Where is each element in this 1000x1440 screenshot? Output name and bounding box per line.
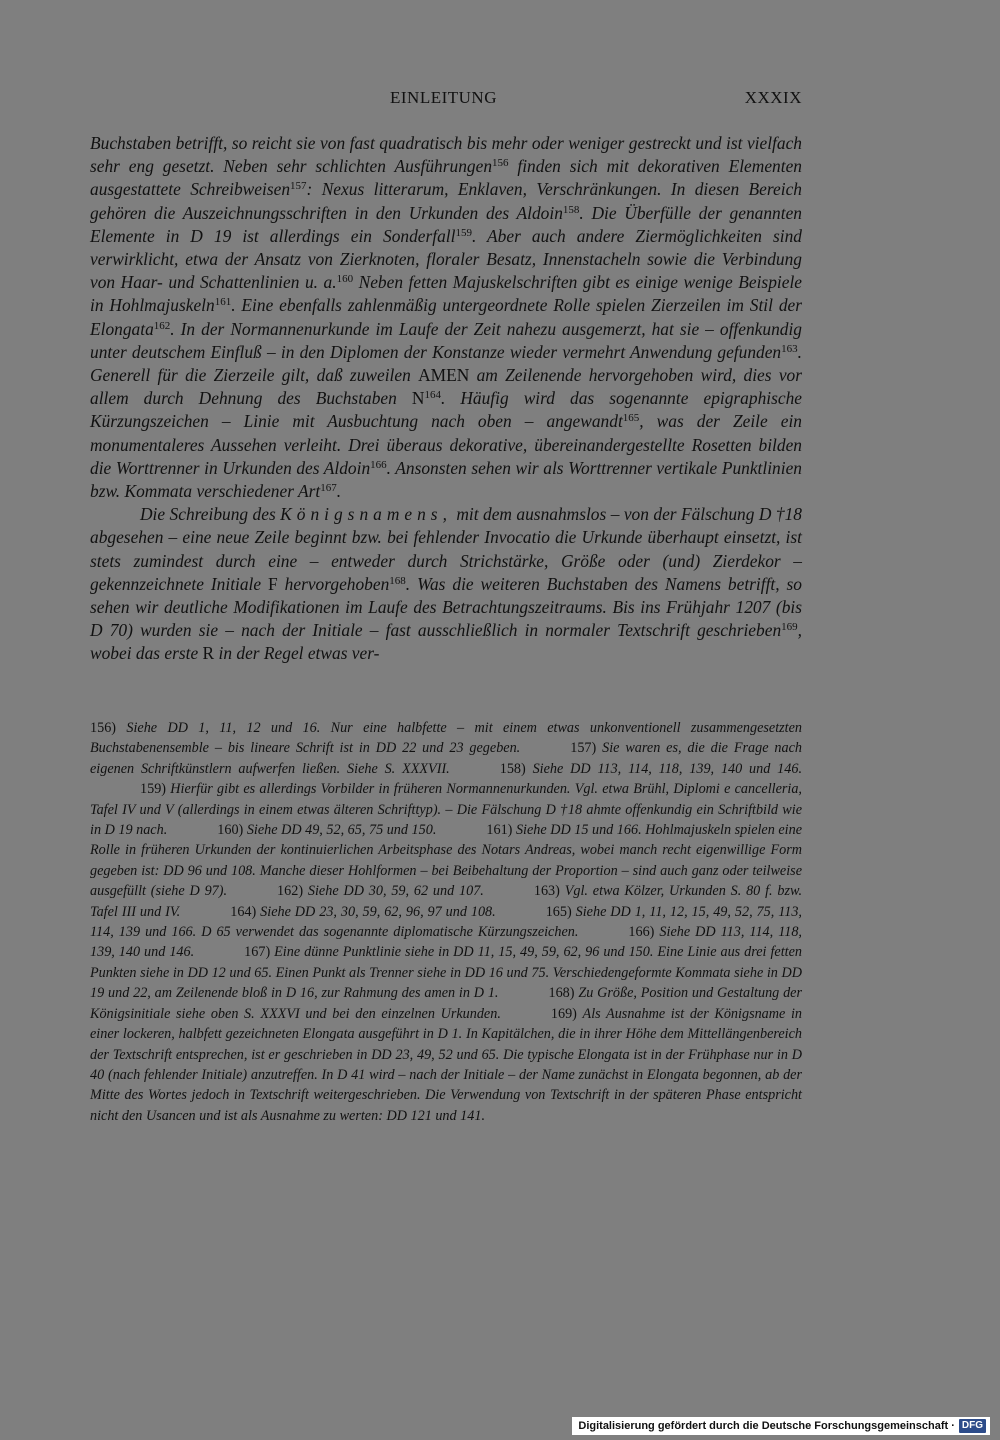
footnote-text: Siehe DD 49, 52, 65, 75 und 150.: [246, 822, 437, 839]
text-run: , was der Zeile ein monumentaleres Aussehen verleiht. Drei überaus dekorative, übereinandergestellte Rosetten bilden die Worttrenner in Urkunden des Aldoin: [90, 411, 802, 478]
footnote-ref: 166: [370, 458, 387, 471]
text-run: : Nexus litterarum, Enklaven, Verschränkungen. In diesen Bereich gehören die Auszeichnungsschriften in den Urkunden des Aldoin: [90, 179, 802, 223]
footnote-number: 156): [90, 720, 127, 736]
running-header: [90, 88, 802, 112]
footnote-text: Als Ausnahme ist der Königsname in einer lockeren, halbfett gezeichneten Elongata ausgeführt in D 1. In Kapitälchen, die in ihrer Höhe dem Mittellängenbereich der Textschrift entsprechen, ist er geschrieben in DD 23, 49, 52 und 65. Die typische Elongata ist in der Frühphase nur in D 40 (nach fehlender Initiale) anzutreffen. In D 41 wird – nach der Initiale – der Name zunächst in Elongata begonnen, ab der Mitte des Wortes jedoch in Textschrift weitergeschrieben. Die Verwendung von Textschrift in der späteren Phase entspricht nicht den Usancen und ist als Ausnahme zu werten: DD 121 und 141.: [90, 1005, 802, 1124]
funding-notice: Digitalisierung gefördert durch die Deutsche Forschungsgemeinschaft ·: [578, 1420, 955, 1432]
footnote-number: 165): [545, 903, 576, 920]
footnote-text: Sie waren es, die die Frage nach eigenen Schriftkünstlern aufwerfen ließen. Siehe S. XXXVII.: [90, 740, 802, 777]
footnote-number: 159): [140, 781, 171, 798]
upright-letter: AMEN: [418, 365, 470, 386]
text-run: mit dem ausnahmslos – von der Fälschung D †18 abgesehen – eine neue Zeile beginnt bzw. bei fehlender Invocatio die Urkunde überhaupt einsetzt, ist stets zumindest durch eine – entweder durch Strichstärke, Größe oder (und) Zierdekor – gekennzeichnete Initiale: [90, 504, 802, 594]
footnote-number: 160): [217, 822, 247, 839]
footnote: [500, 761, 802, 777]
footnote-ref: 162: [153, 319, 171, 332]
text-run: finden sich mit dekorativen Elementen ausgestattete Schreibweisen: [90, 156, 802, 200]
footnote-number: 168): [548, 985, 579, 1002]
text-run: . Häufig wird das sogenannte epigraphische Kürzungszeichen – Linie mit Ausbuchtung nach oben – angewandt: [90, 388, 802, 432]
footnote-ref: 159: [455, 226, 472, 239]
footnote-ref: 156: [492, 157, 509, 170]
footnote: [230, 904, 495, 920]
footnote-text: Siehe DD 15 und 166. Hohlmajuskeln spielen eine Rolle in früheren Urkunden der kontinuierlichen Arbeitsphase des Notars Andreas, wobei manch recht eigenwillige Form gegeben ist: DD 96 und 108. Manche dieser Hohlformen – bei Beibehaltung der Proportion – sind auch ganz oder teilweise ausgefüllt (siehe D 97).: [90, 822, 803, 900]
text-run: . Ansonsten sehen wir als Worttrenner vertikale Punktlinien bzw. Kommata verschiedener Art: [90, 457, 802, 502]
footnote-text: Hierfür gibt es allerdings Vorbilder in früheren Normannenurkunden. Vgl. etwa Brühl, Diplomi e cancelleria, Tafel IV und V (allerdings in einem etwas älteren Schrifttyp). – Die Fälschung D †18 ahmte offenkundig ein Schriftbild wie in D 19 nach.: [90, 781, 802, 839]
footnote: [217, 822, 436, 838]
footnote-number: 161): [486, 822, 516, 839]
footnote-text: Zu Größe, Position und Gestaltung der Königsinitiale siehe oben S. XXXVI und bei den einzelnen Urkunden.: [90, 985, 802, 1022]
footnote-ref: 165: [622, 412, 640, 425]
text-run: . Generell für die Zierzeile gilt, daß zuweilen: [90, 341, 802, 386]
footnote-text: Vgl. etwa Kölzer, Urkunden S. 80 f. bzw. Tafel III und IV.: [90, 883, 802, 920]
text-run: Neben fetten Majuskelschriften gibt es einige wenige Beispiele in Hohlmajuskeln: [90, 272, 802, 316]
text-run: . Die Überfülle der genannten Elemente in D 19 ist allerdings ein Sonderfall: [90, 202, 803, 246]
footnotes: [90, 718, 802, 1126]
footnote-text: Siehe DD 23, 30, 59, 62, 96, 97 und 108.: [260, 903, 496, 920]
text-run: hervorgehoben: [277, 573, 390, 594]
text-run: am Zeilenende hervorgehoben wird, dies vor allem durch Dehnung des Buchstaben: [90, 365, 803, 409]
dfg-footer-banner: [572, 1417, 990, 1435]
footnote-ref: 163: [781, 342, 798, 355]
footnote-ref: 158: [562, 203, 580, 216]
main-text: [90, 132, 802, 666]
footnote-ref: 169: [781, 621, 798, 634]
footnote-number: 167): [244, 944, 275, 961]
footnote-ref: 164: [424, 389, 441, 402]
paragraph: [90, 132, 802, 503]
footnote-text: Eine dünne Punktlinie siehe in DD 11, 15, 49, 59, 62, 96 und 150. Eine Linie aus drei fetten Punkten siehe in DD 12 und 65. Einen Punkt als Trenner siehe in DD 16 und 75. Verschiedengeformte Kommata siehe in DD 19 und 22, am Zeilenende bloß in D 16, zur Rahmung des amen in D 1.: [90, 944, 802, 1002]
upright-letter: N: [411, 388, 425, 409]
footnote-ref: 167: [320, 482, 337, 495]
footnote-number: 162): [277, 883, 308, 900]
text-run: in der Regel etwas ver-: [214, 643, 380, 664]
footnote-number: 163): [533, 883, 565, 900]
upright-letter: F: [268, 573, 278, 594]
footnote-ref: 160: [336, 273, 354, 286]
text-run: , wobei das erste: [90, 620, 802, 664]
text-run: . Aber auch andere Ziermöglichkeiten sind verwirklicht, etwa der Ansatz von Zierknoten, floraler Besatz, Innenstacheln sowie die Verbindung von Haar- und Schattenlinien u. a.: [90, 225, 802, 293]
footnote: [90, 1006, 802, 1124]
footnote-text: Siehe DD 113, 114, 118, 139, 140 und 146.: [90, 924, 802, 961]
footnote-ref: 157: [290, 180, 307, 193]
text-run: . Was die weiteren Buchstaben des Namens betrifft, so sehen wir deutliche Modifikationen im Laufe des Betrachtungszeitraums. Bis ins Frühjahr 1207 (bis D 70) wurden sie – nach der Initiale – fast ausschließlich in normaler Textschrift geschrieben: [90, 573, 802, 641]
footnote-number: 169): [550, 1005, 583, 1022]
text-run: Buchstaben betrifft, so reicht sie von fast quadratisch bis mehr oder weniger gestreckt und ist vielfach sehr eng gesetzt. Neben sehr schlichten Ausführungen: [90, 133, 802, 177]
spaced-term: Königsnamens,: [280, 504, 452, 525]
footnote-ref: 161: [214, 296, 232, 309]
footnote-text: Siehe DD 113, 114, 118, 139, 140 und 146.: [532, 760, 802, 777]
footnote-text: Siehe DD 1, 11, 12 und 16. Nur eine halbfette – mit einem etwas unkonventionell zusammengesetzten Buchstabenensemble – bis lineare Schrift ist in DD 22 und 23 gegeben.: [90, 720, 802, 757]
text-run: . Eine ebenfalls zahlenmäßig untergeordnete Rolle spielen Zierzeilen im Stil der Elongata: [90, 295, 803, 339]
text-run: . In der Normannenurkunde im Laufe der Zeit nahezu ausgemerzt, hat sie – offenkundig unter deutschem Einfluß – in den Diplomen der Konstanze wieder vermehrt Anwendung gefunden: [90, 318, 802, 362]
footnote: [277, 883, 484, 899]
paragraph: [90, 503, 802, 665]
dfg-logo-icon: DFG: [959, 1419, 986, 1433]
upright-letter: R: [202, 643, 215, 664]
footnote-number: 164): [230, 903, 261, 920]
text-run: .: [336, 481, 342, 502]
page-number: XXXIX: [744, 88, 802, 107]
footnote-text: Siehe DD 30, 59, 62 und 107.: [307, 883, 484, 900]
footnote-number: 166): [628, 924, 660, 941]
text-run: Die Schreibung des: [140, 504, 281, 525]
footnote-ref: 168: [389, 574, 406, 587]
footnote-text: Siehe DD 1, 11, 12, 15, 49, 52, 75, 113, 114, 139 und 166. D 65 verwendet das sogenannte diplomatische Kürzungszeichen.: [90, 903, 802, 941]
running-title: EINLEITUNG: [390, 88, 497, 107]
footnote-number: 157): [570, 740, 603, 757]
footnote-number: 158): [499, 760, 533, 777]
